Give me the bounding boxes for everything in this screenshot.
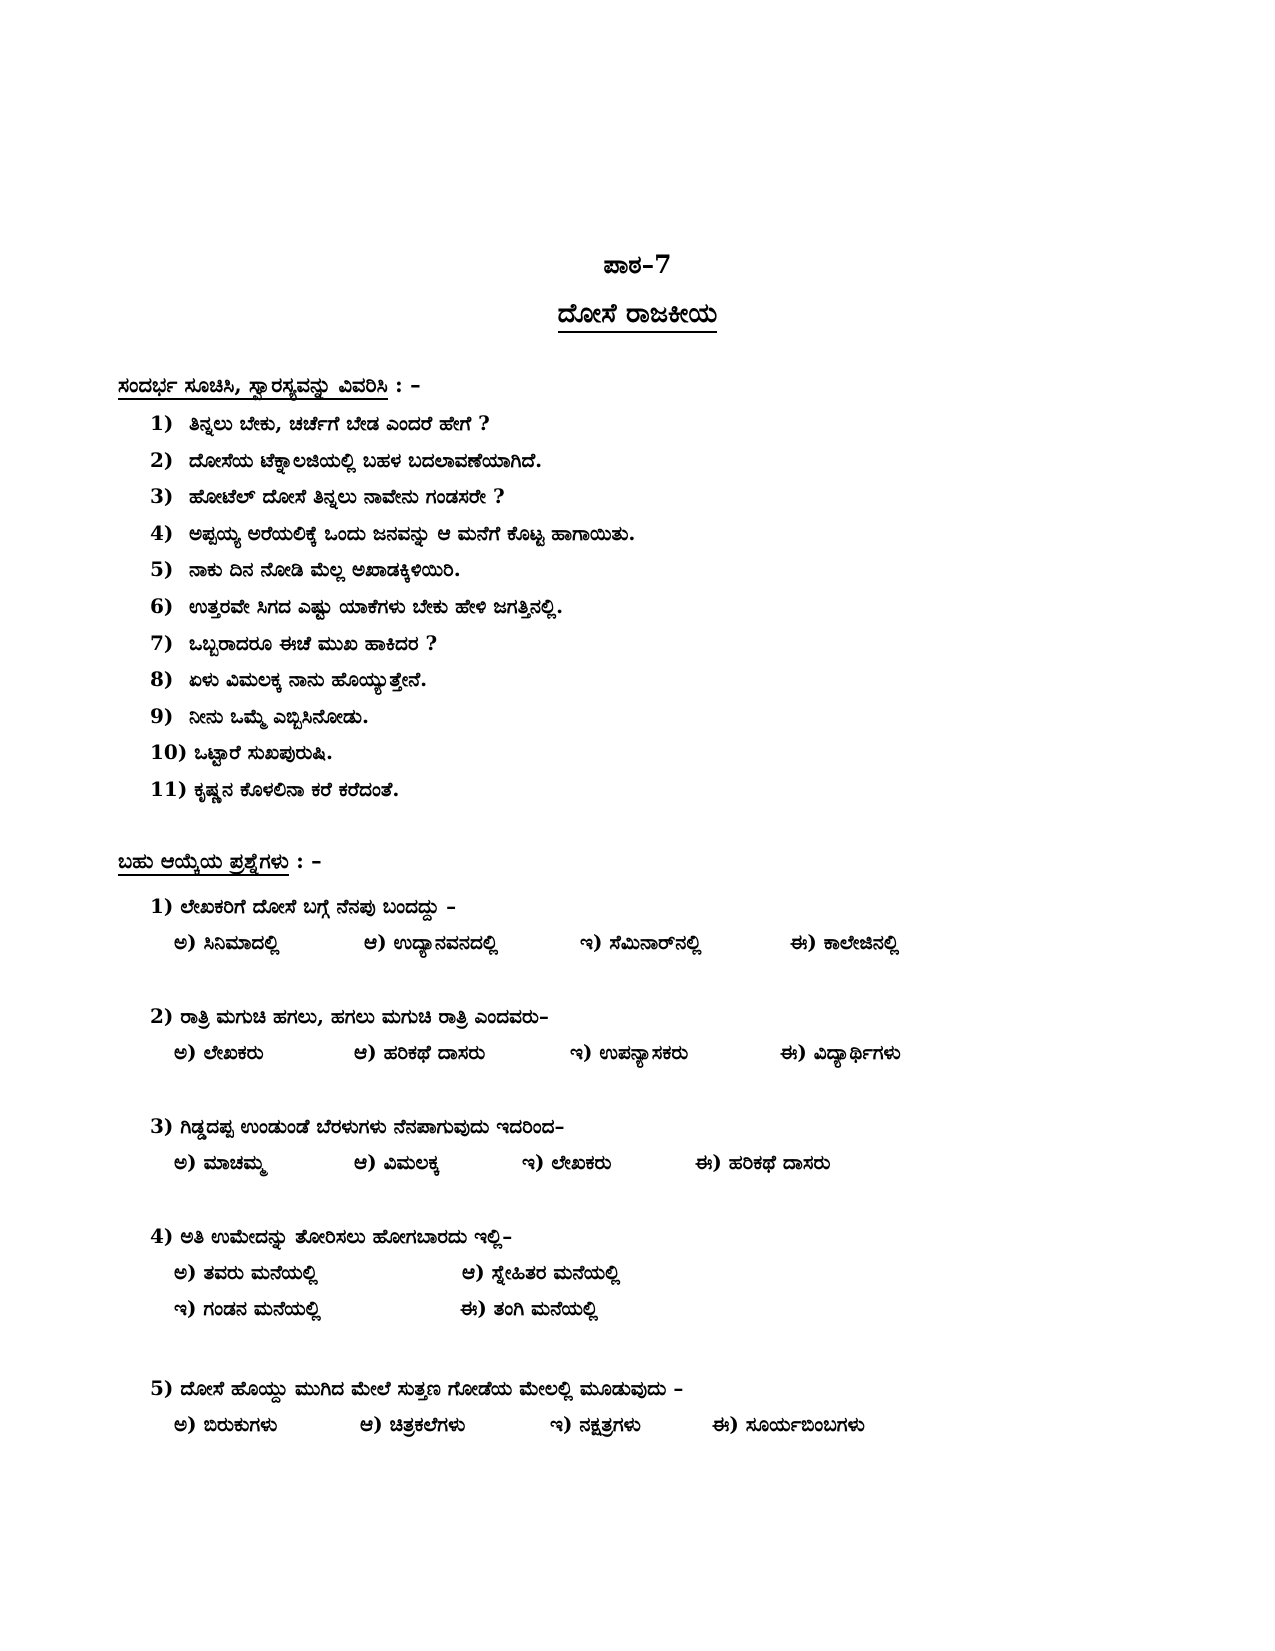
item-text: ಹೋಟೆಲ್ ದೋಸೆ ತಿನ್ನಲು ನಾವೇನು ಗಂಡಸರೇ ? bbox=[188, 484, 505, 509]
context-heading-text: ಸಂದರ್ಭ ಸೂಚಿಸಿ, ಸ್ವಾರಸ್ಯವನ್ನು ವಿವರಿಸಿ bbox=[118, 372, 388, 400]
item-text: ನೀನು ಒಮ್ಮೆ ಎಬ್ಬಿಸಿನೋಡು. bbox=[188, 703, 369, 728]
option-b: ಆ) ಹರಿಕಥೆ ದಾಸರು bbox=[354, 1040, 486, 1064]
question-text: 1) ಲೇಖಕರಿಗೆ ದೋಸೆ ಬಗ್ಗೆ ನೆನಪು ಬಂದದ್ದು – bbox=[150, 894, 457, 918]
option-d: ಈ) ಸೂರ್ಯಬಿಂಬಗಳು bbox=[712, 1412, 865, 1436]
item-number: 7) bbox=[150, 630, 174, 655]
list-item bbox=[150, 551, 1150, 588]
item-number: 3) bbox=[150, 484, 174, 509]
lesson-number: ಪಾಠ–7 bbox=[603, 250, 672, 279]
item-text: ದೋಸೆಯ ಟೆಕ್ನಾಲಜಿಯಲ್ಲಿ ಬಹಳ ಬದಲಾವಣೆಯಾಗಿದೆ. bbox=[188, 447, 543, 472]
list-item bbox=[150, 625, 1150, 662]
options-row bbox=[150, 1406, 1150, 1442]
item-number: 9) bbox=[150, 703, 174, 728]
option-c: ಇ) ಸೆಮಿನಾರ್‌ನಲ್ಲಿ bbox=[580, 930, 702, 954]
mcq-heading-text: ಬಹು ಆಯ್ಕೆಯ ಪ್ರಶ್ನೆಗಳು bbox=[118, 848, 289, 876]
context-heading-suffix: : – bbox=[387, 372, 421, 397]
option-b: ಆ) ಚಿತ್ರಕಲೆಗಳು bbox=[360, 1412, 466, 1436]
list-item bbox=[150, 734, 1150, 771]
item-number: 5) bbox=[150, 557, 174, 582]
option-a: ಅ) ಮಾಚಮ್ಮ bbox=[174, 1150, 266, 1174]
context-question-list bbox=[150, 405, 1150, 808]
options-row bbox=[150, 1254, 1150, 1290]
list-item bbox=[150, 405, 1150, 442]
list-item bbox=[150, 515, 1150, 552]
item-number: 4) bbox=[150, 520, 174, 545]
lesson-title: ದೋಸೆ ರಾಜಕೀಯ bbox=[558, 298, 718, 333]
option-a: ಅ) ಲೇಖಕರು bbox=[174, 1040, 264, 1064]
item-number: 10) bbox=[150, 740, 188, 765]
item-number: 8) bbox=[150, 667, 174, 692]
option-c: ಇ) ಉಪನ್ಯಾಸಕರು bbox=[570, 1040, 689, 1064]
option-a: ಅ) ಬಿರುಕುಗಳು bbox=[174, 1412, 278, 1436]
context-section-heading bbox=[118, 372, 421, 398]
mcq-question-3 bbox=[150, 1108, 1150, 1180]
mcq-question-4 bbox=[150, 1218, 1150, 1326]
option-c: ಇ) ಲೇಖಕರು bbox=[522, 1150, 612, 1174]
option-c: ಇ) ಗಂಡನ ಮನೆಯಲ್ಲಿ bbox=[174, 1296, 321, 1320]
option-d: ಈ) ಹರಿಕಥೆ ದಾಸರು bbox=[695, 1150, 831, 1174]
option-a: ಅ) ತವರು ಮನೆಯಲ್ಲಿ bbox=[174, 1260, 318, 1284]
option-d: ಈ) ವಿದ್ಯಾರ್ಥಿಗಳು bbox=[780, 1040, 901, 1064]
option-d: ಈ) ತಂಗಿ ಮನೆಯಲ್ಲಿ bbox=[460, 1296, 598, 1320]
option-c: ಇ) ನಕ್ಷತ್ರಗಳು bbox=[550, 1412, 641, 1436]
item-number: 6) bbox=[150, 593, 174, 618]
mcq-question-5 bbox=[150, 1370, 1150, 1442]
option-d: ಈ) ಕಾಲೇಜಿನಲ್ಲಿ bbox=[790, 930, 900, 954]
list-item bbox=[150, 698, 1150, 735]
list-item bbox=[150, 771, 1150, 808]
item-text: ಉತ್ತರವೇ ಸಿಗದ ಎಷ್ಟು ಯಾಕೆಗಳು ಬೇಕು ಹೇಳಿ ಜಗತ್ತಿನಲ್ಲಿ. bbox=[188, 593, 564, 618]
question-text: 3) ಗಿಡ್ಡದಪ್ಪ ಉಂಡುಂಡೆ ಬೆರಳುಗಳು ನೆನಪಾಗುವುದು ಇದರಿಂದ– bbox=[150, 1114, 565, 1138]
item-text: ತಿನ್ನಲು ಬೇಕು, ಚರ್ಚೆಗೆ ಬೇಡ ಎಂದರೆ ಹೇಗೆ ? bbox=[188, 411, 490, 435]
item-text: ಏಳು ವಿಮಲಕ್ಕ ನಾನು ಹೊಯ್ಯುತ್ತೇನೆ. bbox=[188, 667, 428, 692]
option-b: ಆ) ಸ್ನೇಹಿತರ ಮನೆಯಲ್ಲಿ bbox=[462, 1260, 621, 1284]
mcq-section-heading bbox=[118, 848, 322, 874]
item-text: ಕೃಷ್ಣನ ಕೊಳಲಿನಾ ಕರೆ ಕರೆದಂತೆ. bbox=[194, 776, 400, 801]
item-number: 1) bbox=[150, 411, 174, 435]
list-item bbox=[150, 478, 1150, 515]
question-text: 2) ರಾತ್ರಿ ಮಗುಚಿ ಹಗಲು, ಹಗಲು ಮಗುಚಿ ರಾತ್ರಿ ಎಂದವರು– bbox=[150, 1004, 549, 1028]
option-b: ಆ) ವಿಮಲಕ್ಕ bbox=[354, 1150, 440, 1174]
list-item bbox=[150, 442, 1150, 479]
options-row bbox=[150, 1144, 1150, 1180]
lesson-title-wrap bbox=[0, 298, 1275, 330]
options-row bbox=[150, 1290, 1150, 1326]
item-text: ನಾಕು ದಿನ ನೋಡಿ ಮೆಲ್ಲ ಅಖಾಡಕ್ಕಿಳಿಯಿರಿ. bbox=[188, 557, 461, 582]
question-text: 5) ದೋಸೆ ಹೊಯ್ದು ಮುಗಿದ ಮೇಲೆ ಸುತ್ತಣ ಗೋಡೆಯ ಮೇಲಲ್ಲಿ ಮೂಡುವುದು – bbox=[150, 1376, 684, 1400]
option-a: ಅ) ಸಿನಿಮಾದಲ್ಲಿ bbox=[174, 930, 280, 954]
item-number: 2) bbox=[150, 447, 174, 472]
options-row bbox=[150, 924, 1150, 960]
question-text: 4) ಅತಿ ಉಮೇದನ್ನು ತೋರಿಸಲು ಹೋಗಬಾರದು ಇಲ್ಲಿ– bbox=[150, 1224, 513, 1248]
mcq-question-2 bbox=[150, 998, 1150, 1070]
item-number: 11) bbox=[150, 776, 188, 801]
options-row bbox=[150, 1034, 1150, 1070]
item-text: ಒಟ್ಟಾರೆ ಸುಖಪುರುಷಿ. bbox=[194, 740, 333, 765]
option-b: ಆ) ಉದ್ಯಾನವನದಲ್ಲಿ bbox=[364, 930, 499, 954]
list-item bbox=[150, 588, 1150, 625]
item-text: ಅಪ್ಪಯ್ಯ ಅರೆಯಲಿಕ್ಕೆ ಒಂದು ಜನವನ್ನು ಆ ಮನೆಗೆ ಕೊಟ್ಟ ಹಾಗಾಯಿತು. bbox=[188, 520, 636, 545]
mcq-heading-suffix: : – bbox=[288, 848, 322, 873]
item-text: ಒಬ್ಬರಾದರೂ ಈಚೆ ಮುಖ ಹಾಕಿದರ ? bbox=[188, 630, 438, 655]
list-item bbox=[150, 661, 1150, 698]
mcq-question-1 bbox=[150, 888, 1150, 960]
